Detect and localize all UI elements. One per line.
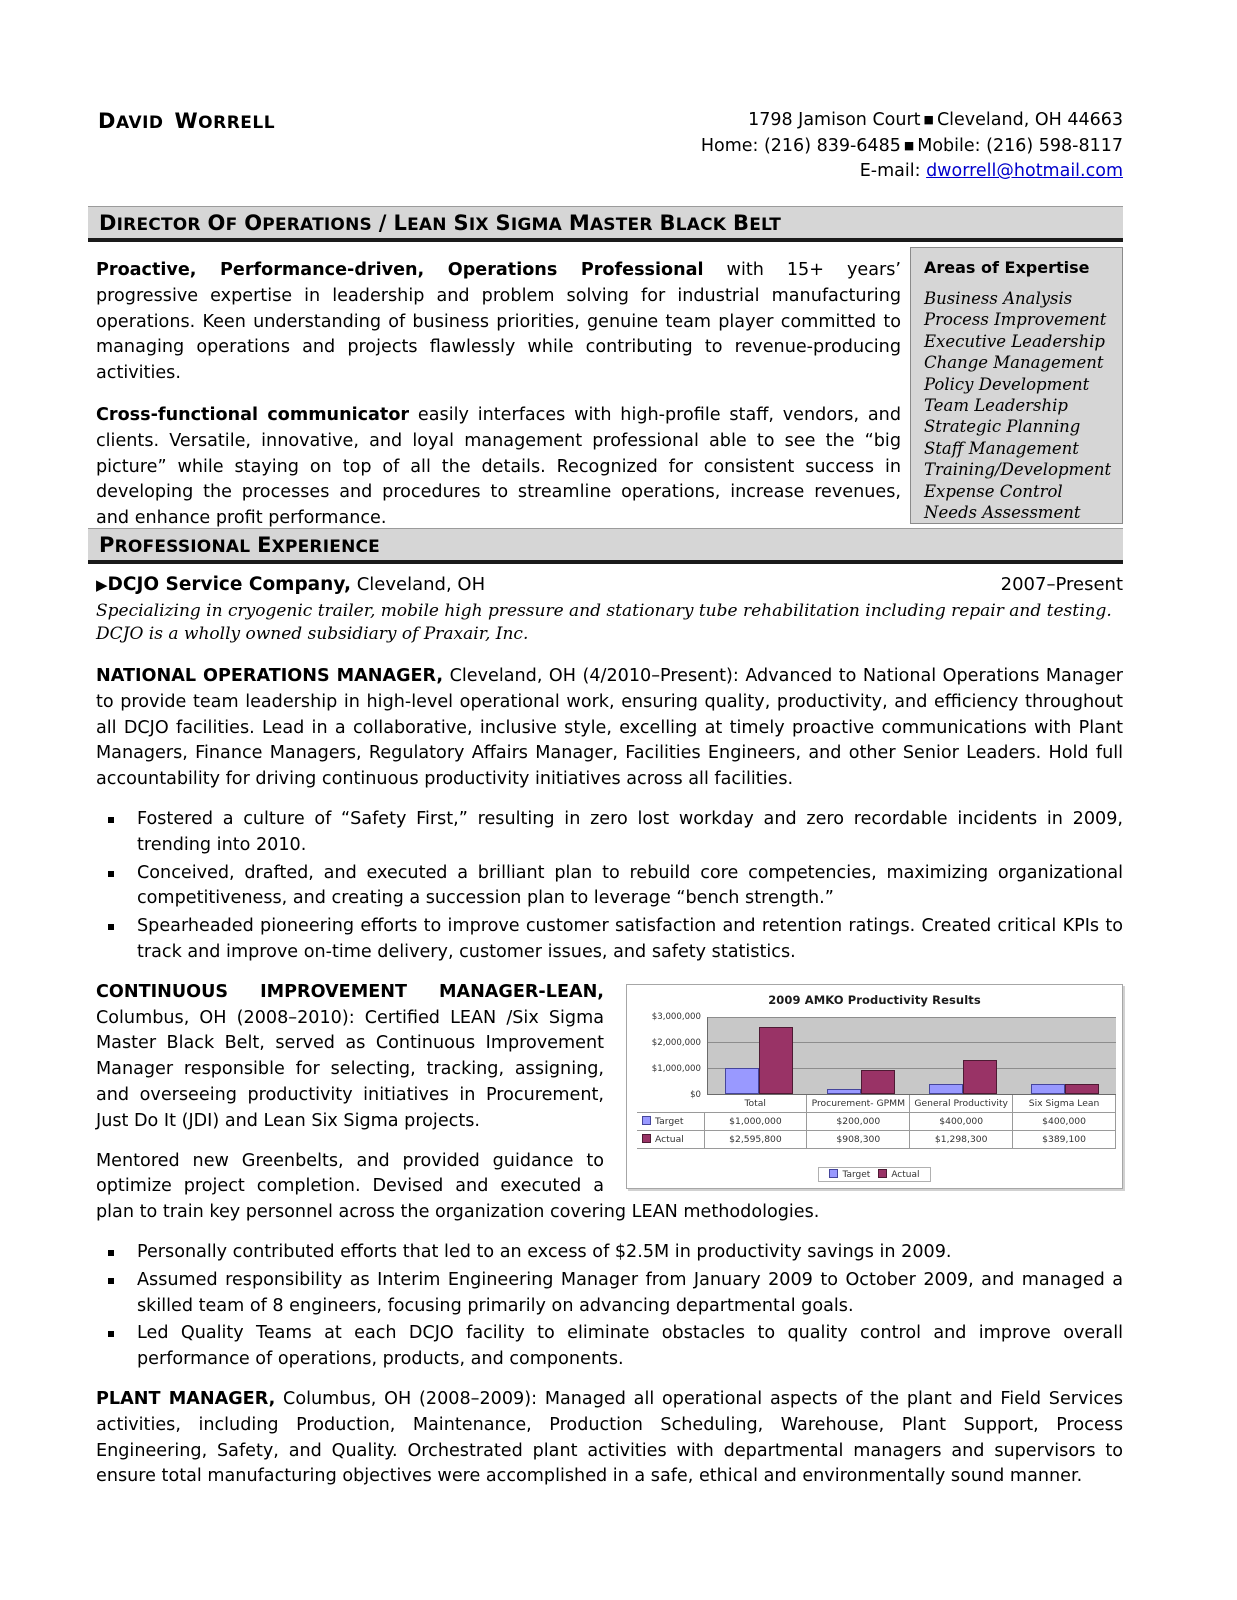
role-national-operations-manager — [96, 664, 1123, 793]
column-header: Procurement- GPMM — [807, 1095, 910, 1113]
role-plant-manager — [96, 1387, 1123, 1490]
table-cell: $1,000,000 — [704, 1112, 807, 1130]
series-name: Target — [655, 1115, 684, 1127]
bar-group — [810, 1017, 912, 1094]
table-cell: $389,100 — [1013, 1130, 1116, 1148]
series-label-actual — [637, 1130, 704, 1148]
summary-paragraph-1 — [96, 258, 901, 387]
table-cell: $400,000 — [910, 1112, 1013, 1130]
table-row-categories — [637, 1095, 1116, 1113]
productivity-chart-container — [626, 984, 1123, 1189]
bar-group — [912, 1017, 1014, 1094]
home-phone: Home: (216) 839-6485 — [700, 136, 901, 156]
table-row — [637, 1112, 1116, 1130]
email-label: E-mail: — [859, 161, 921, 181]
table-cell: $908,300 — [807, 1130, 910, 1148]
section-band-title — [88, 206, 1123, 242]
contact-phone-line — [701, 133, 1123, 159]
list-item: Training/Development — [924, 460, 1112, 480]
chart-bar-groups — [708, 1017, 1116, 1094]
document-header — [90, 95, 1123, 190]
list-item: Needs Assessment — [924, 503, 1081, 523]
role-body: Columbus, OH (2008–2010): Certified LEAN /Six Sigma Master Black Belt, served as Continuous Improvement Manager responsible for selecting, tracking, assigning, and overseeing productivity initiatives in Procurement, Just Do It (JDI) and Lean Six Sigma projects. — [96, 1007, 604, 1131]
street-address: 1798 Jamison Court — [748, 110, 921, 130]
bar-actual — [759, 1027, 793, 1094]
summary-text-1: with 15+ years’ progressive expertise in leadership and problem solving for industrial manufacturing operations. Keen understanding of business priorities, genuine team player committed to managing operations and projects flawlessly while contributing to revenue-producing activities. — [96, 260, 901, 384]
role2-with-chart — [96, 980, 1123, 1240]
role-body: Cleveland, OH (4/2010–Present): Advanced to National Operations Manager to provide team leadership in high-level operational work, ensuring quality, productivity, and efficiency throughout all DCJO facilities. Lead in a collaborative, inclusive style, excelling at timely proactive communications with Plant Managers, Finance Managers, Regulatory Affairs Manager, Facilities Engineers, and other Senior Leaders. Hold full accountability for driving continuous productivity initiatives across all facilities. — [96, 666, 1123, 790]
legend-label: Target — [842, 1169, 871, 1180]
bar-target — [1031, 1084, 1065, 1094]
bar-actual — [1065, 1084, 1099, 1094]
series-name: Actual — [655, 1133, 684, 1145]
bar-actual — [963, 1060, 997, 1093]
summary-lead-2: Cross-functional communicator — [96, 404, 410, 425]
list-item: Expense Control — [924, 481, 1063, 501]
chart-legend — [627, 1162, 1122, 1182]
list-item: Process Improvement — [924, 310, 1107, 330]
list-item: Assumed responsibility as Interim Engineering Manager from January 2009 to October 2009, and managed a skilled team of 8 engineers, focusing primarily on advancing departmental goals. — [96, 1268, 1123, 1320]
role1-bullet-list — [96, 807, 1123, 966]
summary-text-2: easily interfaces with high-profile staff, vendors, and clients. Versatile, innovative, and loyal management professional able to see the “big picture” while staying on top of all the details. Recognized for consistent success in developing the processes and procedures to streamline operations, increase revenues, and enhance profit performance. — [96, 404, 901, 529]
y-tick-label: $2,000,000 — [651, 1037, 701, 1048]
role-title: CONTINUOUS IMPROVEMENT MANAGER-LEAN, — [96, 981, 604, 1002]
table-row — [637, 1130, 1116, 1148]
legend-label: Actual — [891, 1169, 920, 1180]
column-header: Total — [704, 1095, 807, 1113]
mobile-phone: Mobile: (216) 598-8117 — [917, 136, 1123, 156]
separator-square-icon: ■ — [903, 139, 915, 152]
list-item: Staff Management — [924, 438, 1079, 458]
y-tick-label: $0 — [690, 1089, 701, 1100]
series-label-target — [637, 1112, 704, 1130]
contact-address-line — [701, 107, 1123, 133]
list-item: Personally contributed efforts that led to an excess of $2.5M in productivity savings in 2009. — [96, 1240, 1123, 1266]
productivity-chart — [626, 984, 1123, 1189]
bar-group — [1014, 1017, 1116, 1094]
contact-email-line — [701, 159, 1123, 184]
bar-target — [725, 1068, 759, 1094]
role2-secondary-paragraph: Mentored new Greenbelts, and provided guidance to optimize project completion. Devised and executed a plan to train key personnel across the organization covering LEAN methodologies. — [96, 1150, 820, 1223]
table-cell-empty — [637, 1095, 704, 1113]
bar-group — [708, 1017, 810, 1094]
employer-heading — [96, 572, 1123, 598]
bar-target — [827, 1089, 861, 1094]
areas-of-expertise-list — [924, 288, 1122, 523]
list-item: Spearheaded pioneering efforts to improve customer satisfaction and retention ratings. Created critical KPIs to track and improve on-time delivery, customer issues, and safety statistics. — [96, 914, 1123, 966]
list-item: Team Leadership — [924, 396, 1068, 416]
y-tick-label: $1,000,000 — [651, 1063, 701, 1074]
legend-swatch-target-icon — [642, 1116, 651, 1125]
table-cell: $2,595,800 — [704, 1130, 807, 1148]
bar-actual — [861, 1070, 895, 1093]
legend-swatch-target-icon — [829, 1169, 838, 1178]
candidate-name: DAVID WORRELL — [98, 109, 276, 133]
legend-entry-actual — [878, 1170, 919, 1180]
list-item: Led Quality Teams at each DCJO facility to eliminate obstacles to quality control and improve overall performance of operations, products, and components. — [96, 1321, 1123, 1373]
list-item: Executive Leadership — [924, 331, 1105, 351]
chart-title: 2009 AMKO Productivity Results — [768, 992, 981, 1007]
email-link[interactable]: dworrell@hotmail.com — [926, 161, 1123, 181]
y-tick-label: $3,000,000 — [651, 1011, 701, 1022]
role-body: Columbus, OH (2008–2009): Managed all operational aspects of the plant and Field Services activities, including Production, Maintenance, Production Scheduling, Warehouse, Plant Support, Process Engineering, Safety, and Quality. Orchestrated plant activities with departmental managers and supervisors to ensure total manufacturing objectives were accomplished in a safe, ethical and environmentally sound manner. — [96, 1388, 1123, 1487]
chart-y-axis — [637, 1011, 705, 1100]
section-band-experience — [88, 528, 1123, 564]
list-item: Fostered a culture of “Safety First,” resulting in zero lost workday and zero recordable incidents in 2009, trending into 2010. — [96, 807, 1123, 859]
role-title: PLANT MANAGER, — [96, 1388, 276, 1409]
column-header: General Productivity — [910, 1095, 1013, 1113]
chart-plot-row — [637, 1011, 1116, 1100]
chart-plot-area — [707, 1017, 1116, 1095]
contact-block — [701, 107, 1123, 184]
table-cell: $1,298,300 — [910, 1130, 1013, 1148]
employer-dates: 2007–Present — [1000, 574, 1123, 595]
legend-entry-target — [829, 1170, 870, 1180]
list-item: Business Analysis — [924, 289, 1073, 308]
city-state-zip: Cleveland, OH 44663 — [936, 110, 1123, 130]
employer-name: DCJO Service Company, — [107, 574, 351, 595]
separator-square-icon: ■ — [923, 113, 934, 126]
column-header: Six Sigma Lean — [1013, 1095, 1116, 1113]
areas-of-expertise-title: Areas of Expertise — [924, 258, 1090, 277]
table-cell: $400,000 — [1013, 1112, 1116, 1130]
list-item: Strategic Planning — [924, 417, 1081, 437]
list-item: Conceived, drafted, and executed a brilliant plan to rebuild core competencies, maximizing organizational competitiveness, and creating a succession plan to leverage “bench strength.” — [96, 861, 1123, 913]
list-item: Change Management — [924, 353, 1104, 373]
legend-box — [818, 1167, 930, 1182]
chart-data-table — [637, 1095, 1116, 1149]
role2-bullet-list — [96, 1240, 1123, 1373]
summary-lead-1: Proactive, Performance-driven, Operations Professional — [96, 260, 704, 280]
legend-swatch-actual-icon — [642, 1134, 651, 1143]
experience-section-title: PROFESSIONAL EXPERIENCE — [99, 533, 380, 557]
triangle-right-icon: ▶ — [96, 576, 108, 594]
summary-paragraph-2 — [96, 403, 901, 532]
job-target-title: DIRECTOR OF OPERATIONS / LEAN SIX SIGMA MASTER BLACK BELT — [99, 211, 782, 235]
list-item: Policy Development — [924, 374, 1090, 394]
experience-content — [96, 572, 1123, 1504]
areas-of-expertise-box — [910, 247, 1123, 524]
table-cell: $200,000 — [807, 1112, 910, 1130]
legend-swatch-actual-icon — [878, 1169, 887, 1178]
employer-description: Specializing in cryogenic trailer, mobile high pressure and stationary tube rehabilitation including repair and testing. DCJO is a wholly owned subsidiary of Praxair, Inc. — [96, 601, 1112, 644]
bar-target — [929, 1084, 963, 1094]
role-title: NATIONAL OPERATIONS MANAGER, — [96, 666, 444, 686]
professional-summary — [96, 258, 901, 532]
employer-location: Cleveland, OH — [351, 574, 486, 595]
